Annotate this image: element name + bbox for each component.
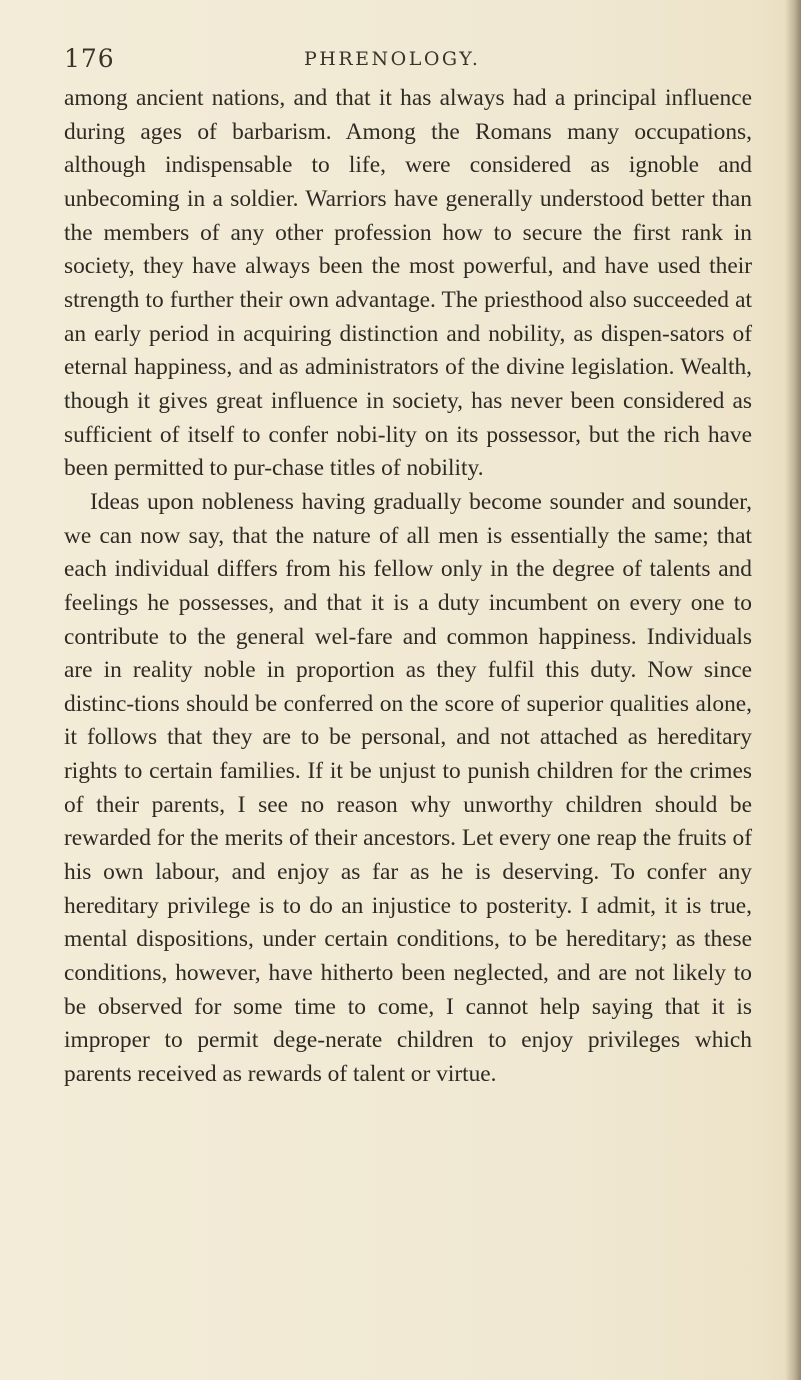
page-number: 176	[64, 44, 115, 73]
paragraph-1: among ancient nations, and that it has always had a principal influence during ages of barbarism. Among the Romans many occupations, although indispensable to life, were considered as ignoble and unbecoming in a soldier. Warriors have generally understood better than the members of any other profession how to secure the first rank in society, they have always been the most powerful, and have used their strength to further their own advantage. The priesthood also succeeded at an early period in acquiring distinction and nobility, as dispen-sators of eternal happiness, and as administrators of the divine legislation. Wealth, though it gives great influence in society, has never been considered as sufficient of itself to confer nobi-lity on its possessor, but the rich have been permitted to pur-chase titles of nobility.	[64, 85, 752, 482]
page-edge-shadow	[785, 0, 801, 1380]
running-head: PHRENOLOGY.	[304, 48, 481, 70]
body-text	[64, 82, 752, 1092]
page-header	[64, 44, 744, 78]
paragraph-2: Ideas upon nobleness having gradually become sounder and sounder, we can now say, that the nature of all men is essentially the same; that each individual differs from his fellow only in the degree of talents and feelings he possesses, and that it is a duty incumbent on every one to contribute to the general wel-fare and common happiness. Individuals are in reality noble in proportion as they fulfil this duty. Now since distinc-tions should be conferred on the score of superior qualities alone, it follows that they are to be personal, and not attached as hereditary rights to certain families. If it be unjust to punish children for the crimes of their parents, I see no reason why unworthy children should be rewarded for the merits of their ancestors. Let every one reap the fruits of his own labour, and enjoy as far as he is deserving. To confer any hereditary privilege is to do an injustice to posterity. I admit, it is true, mental dispositions, under certain conditions, to be hereditary; as these conditions, however, have hitherto been neglected, and are not likely to be observed for some time to come, I cannot help saying that it is improper to permit dege-nerate children to enjoy privileges which parents received as rewards of talent or virtue.	[64, 488, 752, 1088]
